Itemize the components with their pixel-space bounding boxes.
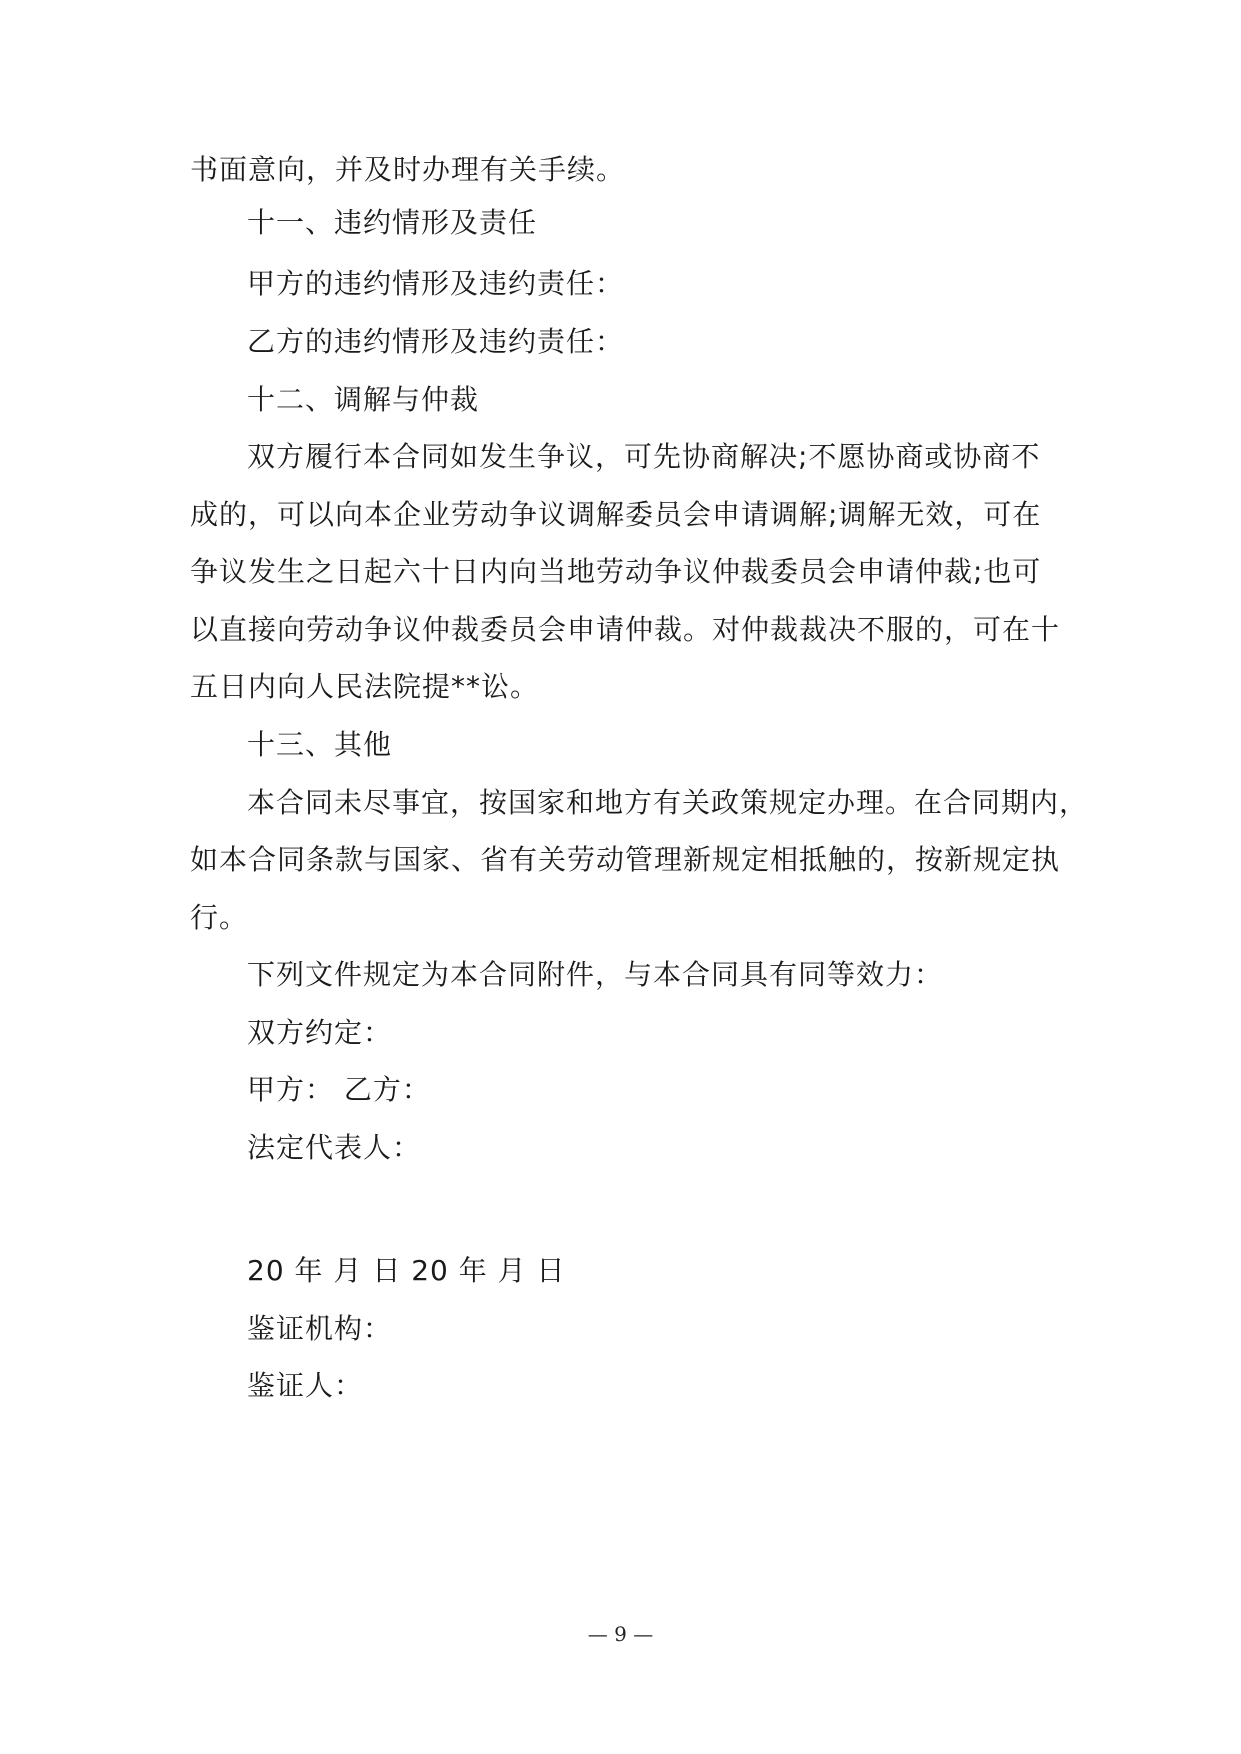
paragraph-line: 书面意向，并及时办理有关手续。 [190, 153, 626, 186]
paragraph-line: 成的，可以向本企业劳动争议调解委员会申请调解;调解无效，可在 [190, 498, 1042, 531]
section-heading-12: 十二、调解与仲裁 [247, 383, 480, 416]
section-heading-11: 十一、违约情形及责任 [247, 206, 538, 239]
section-heading-13: 十三、其他 [247, 728, 393, 761]
paragraph-line: 五日内向人民法院提**讼。 [190, 670, 540, 703]
date-line: 20 年 月 日 20 年 月 日 [247, 1254, 566, 1287]
paragraph-line: 本合同未尽事宜，按国家和地方有关政策规定办理。在合同期内， [247, 786, 1089, 819]
paragraph-line: 争议发生之日起六十日内向当地劳动争议仲裁委员会申请仲裁;也可 [190, 555, 1042, 588]
paragraph-line: 以直接向劳动争议仲裁委员会申请仲裁。对仲裁裁决不服的，可在十 [190, 613, 1061, 646]
paragraph-line: 双方约定： [247, 1016, 393, 1049]
paragraph-line: 乙方的违约情形及违约责任： [247, 325, 625, 358]
paragraph-line: 如本合同条款与国家、省有关劳动管理新规定相抵触的，按新规定执 [190, 843, 1061, 876]
verification-agency: 鉴证机构： [247, 1312, 393, 1345]
signature-parties: 甲方： 乙方： [247, 1073, 431, 1106]
verifier: 鉴证人： [247, 1369, 364, 1402]
paragraph-line: 行。 [190, 901, 249, 934]
paragraph-line: 甲方的违约情形及违约责任： [247, 267, 625, 300]
paragraph-line: 下列文件规定为本合同附件，与本合同具有同等效力： [247, 958, 944, 991]
legal-representative: 法定代表人： [247, 1131, 422, 1164]
paragraph-line: 双方履行本合同如发生争议，可先协商解决;不愿协商或协商不 [247, 440, 1041, 473]
page-number: — 9 — [587, 1622, 654, 1646]
